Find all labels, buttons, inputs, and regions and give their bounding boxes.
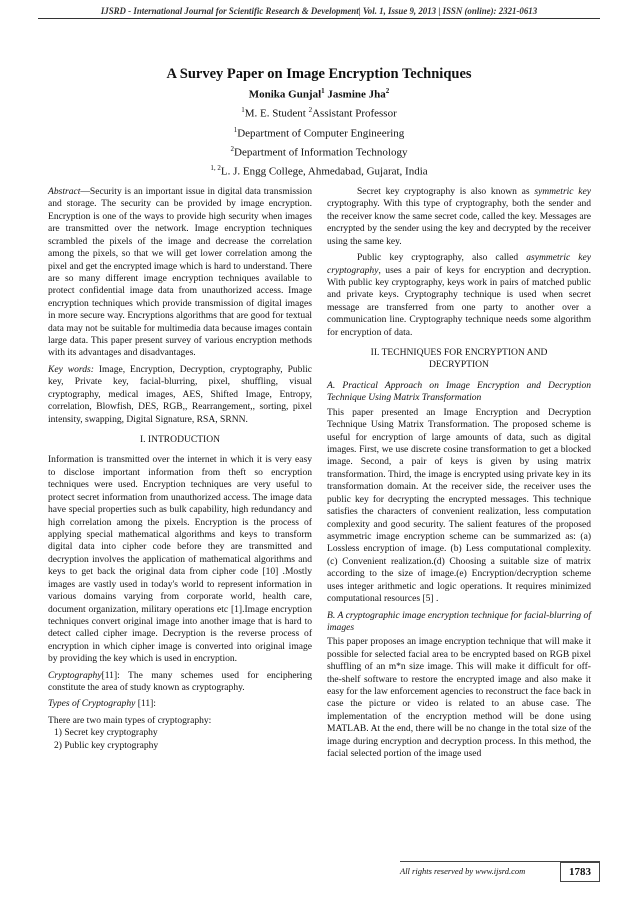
journal-header-text: IJSRD - International Journal for Scientific Research & Development| Vol. 1, Issue 9, 2013 | ISSN (online): 2321-0613 (100, 6, 538, 16)
author-2-sup: 2 (385, 87, 390, 95)
p2-italic: asymmetric key cryptography (327, 252, 591, 276)
p2-text-b: , uses a pair of keys for encryption and decryption. With public key cryptography, keys work in pairs of matched public and private keys. Cryptography technique is used when secret message are transferred from one party to another over a communication line. Cryptography technique needs some algorithm for encryption of data. (327, 264, 591, 338)
affiliation-1 (0, 123, 638, 142)
author-roles (0, 103, 638, 122)
section-heading-line-2: DECRYPTION (429, 359, 489, 371)
running-header (38, 6, 600, 19)
subsection-a-paragraph: This paper presented an Image Encryption and Decryption Technique Using Matrix Transformation. The proposed scheme is useful for encryption of large amounts of data, such as digital images. First, we use discrete cosine transformation to get a blocked image. Second, a pair of keys is given by using matrix transformation. Third, the image is encrypted using private key in its transformation domain. At the receiver side, the receiver uses the public key for decrypting the encrypted messages. This technique satisfies the characters of convenient realization, less computation complexity and good security. The salient features of the proposed asymmetric image encryption scheme can be summarized as: (a) Lossless encryption of image. (b) Less computational complexity. (c) Convenient realization.(d) Choosing a suitable size of matrix according to the size of image.(e) Encryption/decryption scheme uses integer arithmetic and logic operations. It requires minimized computational resources [5] . (327, 406, 591, 605)
abstract-label: Abstract (48, 186, 81, 197)
abstract-text: —Security is an important issue in digital data transmission and storage. The security can be provided by image encryption. Encryption is one of the ways to provide high security when images are transmitted over the network. Image encryption techniques scrambled the pixels of the image and decrease the correlation among the pixels, so that we will get lower correlation among the pixel and get the encrypted image which is hard to understand. There are so many different image encryption techniques available to protect confidential image data from unauthorized access. Image encryption techniques which provide transmission of digital images in more secure way. Encryptions algorithms that are good for textual data may not be suitable for multimedia data because images contain large data. This paper present survey of various encryption methods with its advantages and disadvantages. (48, 186, 312, 359)
author-1-sup: 1 (321, 87, 325, 95)
subsection-heading-a: A. Practical Approach on Image Encryption and Decryption Technique Using Matrix Transformation (327, 379, 591, 404)
affiliation-2 (0, 142, 638, 161)
asymmetric-key-paragraph (327, 252, 591, 339)
cryptography-label: Cryptography (48, 669, 102, 681)
left-column (48, 186, 312, 752)
affiliation-1-sup: 1 (233, 125, 238, 134)
keywords-text: Image, Encryption, Decryption, cryptography, Public key, Private key, facial-blurring, pixel, shuffling, visual cryptography, medical images, AES, Shifted Image, Entropy, correlation, Blowfish, DES, RGB,, Rearrangement,, sorting, pixel intensity, swapping, Digital Signature, RSA, SRNN. (48, 363, 312, 425)
affiliation-3-sup: 1, 2 (210, 164, 221, 172)
page-number: 1783 (560, 862, 600, 882)
types-label: Types of Cryptography (48, 698, 136, 710)
author-2: Jasmine Jha (324, 88, 386, 101)
symmetric-key-paragraph (327, 186, 591, 248)
list-item: 1) Secret key cryptography (54, 727, 158, 739)
journal-website: www.ijsrd.com (475, 866, 526, 876)
section-heading-line-1: II. TECHNIQUES FOR ENCRYPTION AND (370, 347, 548, 359)
types-intro: There are two main types of cryptography: (48, 714, 212, 726)
affiliation-1-text: Department of Computer Engineering (237, 127, 405, 140)
rights-prefix: All rights reserved by (400, 866, 476, 876)
p2-text-a: Public key cryptography, also called (357, 252, 527, 264)
cryptography-text: [11]: The many schemes used for enciphering constitute the area of study known as cryptography. (48, 669, 312, 694)
affiliation-3-text: L. J. Engg College, Ahmedabad, Gujarat, India (220, 165, 428, 178)
role-2: Assistant Professor (312, 107, 397, 120)
affiliation-2-sup: 2 (230, 144, 235, 153)
subsection-b-paragraph: This paper proposes an image encryption technique that will make it possible for selected facial area to be encrypted based on RGB pixel shuffling of an m*n size image. This will make it difficult for off-the-shelf software to restore the encrypted image and also make it easy for the law enforcement agencies to reconstruct the face back in case the picture or video is related to an abuse case. The implementation of the encryption method will be done using MATLAB. At the end, there will be no change in the total size of the image during encryption and decryption process. In this method, the facial selected portion of the image used (327, 636, 591, 760)
types-heading (48, 698, 312, 710)
introduction-paragraph: Information is transmitted over the internet in which it is very easy to disclose important information from theft so encryption techniques were used. Encryption techniques are very useful to protect secret information from unauthorized access. The image data have special properties such as bulk capability, high redundancy and high correlation among the pixels. Encryption is the process of applying special mathematical algorithms and keys to transform digital data into cipher code before they are transmitted and decryption involves the application of mathematical algorithms and keys to get back the original data from cipher code [10] .Mostly images are vastly used in today's world to represent information in various domains varying from corporate world, health care, document organization, military operations etc [1].Image encryption techniques convert original image into another image that is hard to detect called cipher image. Decryption is the reverse process of encryption in which cipher image is converted into original image by providing the key which is used in encryption. (48, 454, 312, 665)
types-ref: [11]: (135, 698, 156, 710)
affiliation-3 (0, 161, 638, 180)
author-names (0, 84, 638, 103)
right-column (327, 186, 591, 765)
p1-italic: symmetric key (534, 186, 591, 197)
affiliation-2-text: Department of Information Technology (234, 146, 408, 159)
keywords-label: Key words: (48, 363, 94, 375)
list-item: 2) Public key cryptography (54, 739, 159, 751)
role-1-sup: 1 (241, 106, 245, 115)
subsection-heading-b: B. A cryptographic image encryption technique for facial-blurring of images (327, 609, 591, 633)
role-1: M. E. Student (244, 107, 309, 120)
abstract (48, 186, 312, 360)
cryptography-paragraph (48, 670, 312, 695)
rights-text (400, 866, 525, 876)
paper-title: A Survey Paper on Image Encryption Techniques (166, 66, 472, 82)
p1-text-b: cryptography. With this type of cryptography, both the sender and the receiver know the same secret code, called the key. Messages are encrypted by the sender using the key and decrypted by the receiver using the same key. (327, 198, 591, 247)
role-2-sup: 2 (308, 106, 313, 115)
page-footer (400, 861, 600, 878)
author-1: Monika Gunjal (248, 88, 322, 101)
section-heading-introduction: I. INTRODUCTION (139, 434, 221, 446)
keywords (48, 364, 312, 426)
p1-text-a: Secret key cryptography is also known as (357, 186, 535, 197)
author-block (0, 84, 638, 180)
section-heading-techniques (327, 347, 591, 372)
